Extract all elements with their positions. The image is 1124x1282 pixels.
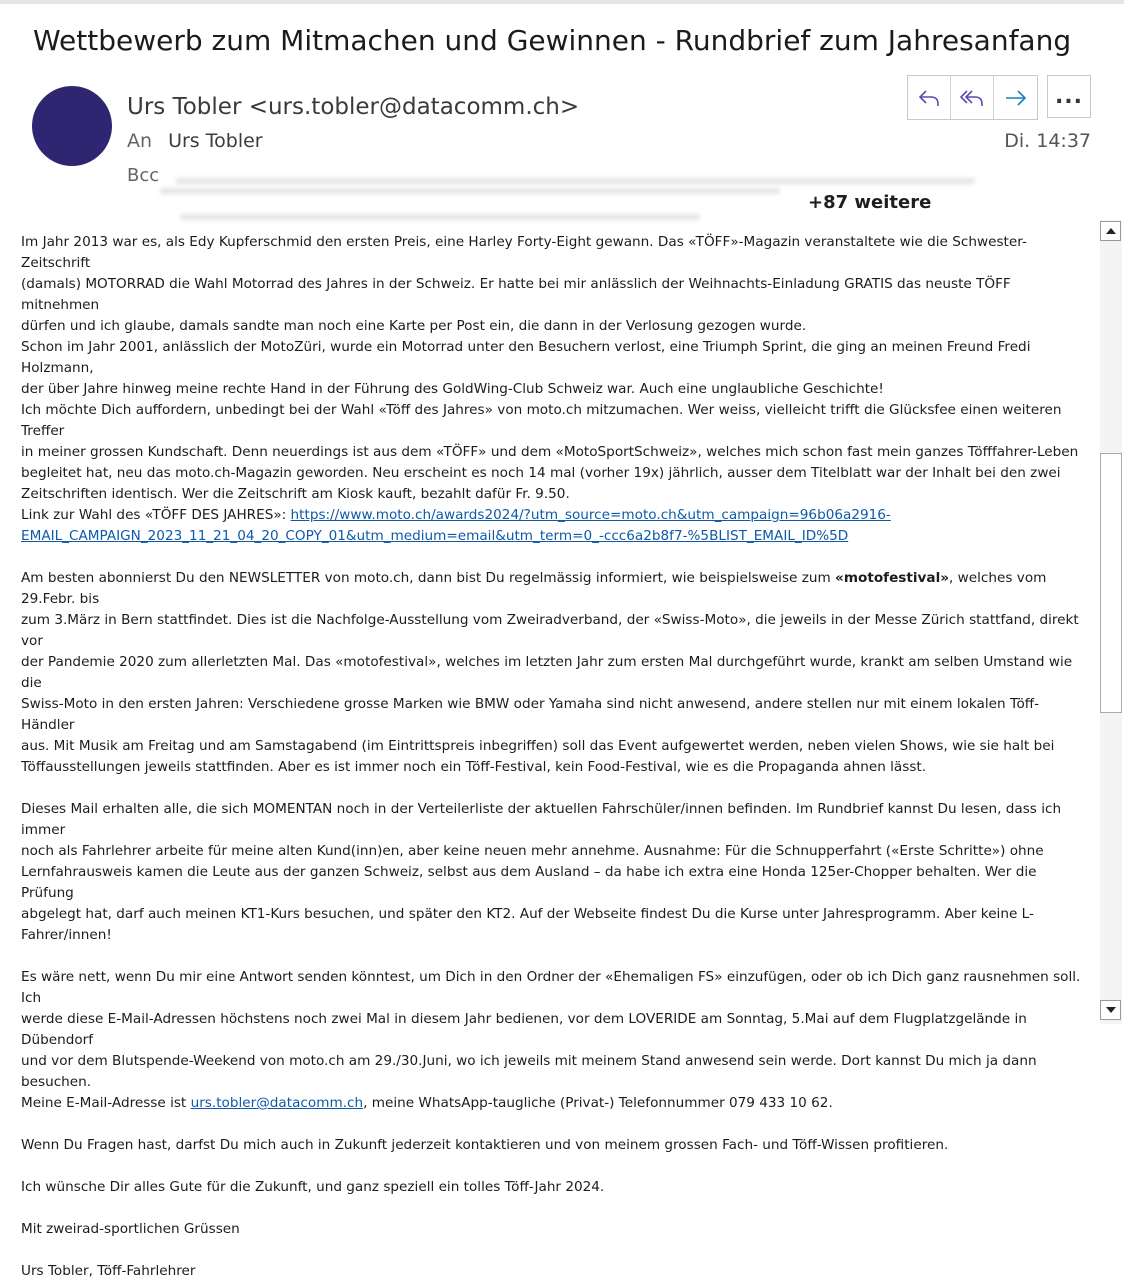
arrow-up-icon: [1106, 228, 1116, 234]
paragraph-4: [21, 967, 1085, 1114]
closing: Mit zweirad-sportlichen Grüssen: [21, 1221, 240, 1237]
body-line: werde diese E-Mail-Adressen höchstens noch zwei Mal in diesem Jahr bedienen, vor dem LOVERIDE am Sonntag, 5.Mai auf dem Flugplatzgelände in Dübendorf: [21, 1011, 1027, 1048]
paragraph-3: [21, 799, 1085, 946]
awards-link[interactable]: https://www.moto.ch/awards2024/?utm_source=moto.ch&utm_campaign=96b06a2916-: [290, 507, 891, 523]
body-line: in meiner grossen Kundschaft. Denn neuerdings ist aus dem «TÖFF» und dem «MotoSportSchweiz», welches mich schon fast mein ganzes Töfffahrer-Leben: [21, 444, 1079, 460]
more-recipients-link[interactable]: +87 weitere: [808, 192, 932, 213]
body-line: Schon im Jahr 2001, anlässlich der MotoZüri, wurde ein Motorrad unter den Besuchern verlost, eine Triumph Sprint, die ging an meinen Freund Fredi Holzmann,: [21, 339, 1031, 376]
paragraph-gap: [21, 547, 1085, 568]
signature: Urs Tobler, Töff-Fahrlehrer: [21, 1263, 196, 1279]
forward-button[interactable]: [994, 76, 1037, 119]
forward-icon: [1003, 87, 1029, 109]
redacted-recipients: [160, 188, 780, 194]
scroll-up-button[interactable]: [1100, 221, 1121, 241]
body-line: [21, 568, 1085, 610]
reply-icon: [917, 87, 941, 109]
body-line: Töffausstellungen jeweils stattfinden. Aber es ist immer noch ein Töff-Festival, kein Food-Festival, wie es die Propaganda ahnen lässt.: [21, 759, 927, 775]
email-body: [21, 232, 1085, 1282]
redacted-recipients: [180, 214, 700, 220]
body-line: Dieses Mail erhalten alle, die sich MOMENTAN noch in der Verteilerliste der aktuellen Fahrschüler/innen befinden. Im Rundbrief kannst Du lesen, dass ich immer: [21, 801, 1062, 838]
p2-start: Am besten abonnierst Du den NEWSLETTER von moto.ch, dann bist Du regelmässig informiert, wie beispielsweise zum: [21, 570, 836, 586]
paragraph-5: Wenn Du Fragen hast, darfst Du mich auch in Zukunft jederzeit kontaktieren und von meinem grossen Fach- und Töff-Wissen profitieren.: [21, 1137, 949, 1153]
body-line: Lernfahrausweis kamen die Leute aus der ganzen Schweiz, selbst aus dem Ausland – da habe ich extra eine Honda 125er-Chopper behalten. Wer die Prüfung: [21, 864, 1037, 901]
to-recipient[interactable]: Urs Tobler: [168, 130, 263, 152]
reply-all-button[interactable]: [951, 76, 994, 119]
link-line: [21, 505, 1085, 526]
paragraph-2: [21, 568, 1085, 778]
body-line: Ich möchte Dich auffordern, unbedingt bei der Wahl «Töff des Jahres» von moto.ch mitzumachen. Wer weiss, vielleicht trifft die Glücksfee einen weiteren Treffer: [21, 402, 1062, 439]
body-line: Zeitschriften identisch. Wer die Zeitschrift am Kiosk kauft, bezahlt dafür Fr. 9.50.: [21, 486, 570, 502]
body-line: abgelegt hat, darf auch meinen KT1-Kurs besuchen, und später den KT2. Auf der Webseite findest Du die Kurse unter Jahresprogramm. Aber keine L-: [21, 906, 1034, 922]
body-line: der Pandemie 2020 zum allerletzten Mal. Das «motofestival», welches im letzten Jahr zum ersten Mal durchgeführt wurde, krankt am selben Umstand wie die: [21, 654, 1073, 691]
more-actions-button[interactable]: [1047, 75, 1091, 118]
reply-button[interactable]: [908, 76, 951, 119]
sender-avatar[interactable]: [32, 86, 112, 166]
body-line: aus. Mit Musik am Freitag und am Samstagabend (im Eintrittspreis inbegriffen) soll das Event aufgewertet werden, neben vielen Shows, wie sie halt bei: [21, 738, 1055, 754]
email-subject: Wettbewerb zum Mitmachen und Gewinnen - Rundbrief zum Jahresanfang: [33, 24, 1072, 57]
to-row: [127, 130, 263, 152]
body-line: Fahrer/innen!: [21, 927, 112, 943]
scrollbar-thumb[interactable]: [1100, 453, 1122, 713]
sender-address[interactable]: Urs Tobler <urs.tobler@datacomm.ch>: [127, 94, 580, 120]
reply-all-icon: [959, 87, 985, 109]
paragraph-gap: [21, 1240, 1085, 1261]
bcc-label: Bcc: [127, 165, 160, 186]
redacted-recipients: [175, 178, 975, 184]
awards-link-continued[interactable]: EMAIL_CAMPAIGN_2023_11_21_04_20_COPY_01&utm_medium=email&utm_term=0_-ccc6a2b8f7-%5BLIST_EMAIL_ID%5D: [21, 528, 849, 544]
scroll-down-button[interactable]: [1100, 1000, 1121, 1020]
body-line: begleitet hat, neu das moto.ch-Magazin geworden. Neu erscheint es noch 14 mal (vorher 19x) jährlich, ausser dem Titelblatt war der Inhalt bei den zwei: [21, 465, 1061, 481]
paragraph-6: Ich wünsche Dir alles Gute für die Zukunft, und ganz speziell ein tolles Töff-Jahr 2024.: [21, 1179, 605, 1195]
to-label: An: [127, 130, 153, 152]
body-line: noch als Fahrlehrer arbeite für meine alten Kund(inn)en, aber keine neuen mehr annehme. Ausnahme: Für die Schnupperfahrt («Erste Schritte») ohne: [21, 843, 1044, 859]
link-line: [21, 526, 1085, 547]
body-line: zum 3.März in Bern stattfindet. Dies ist die Nachfolge-Ausstellung vom Zweiradverband, der «Swiss-Moto», die jeweils in der Messe Zürich stattfand, direkt vor: [21, 612, 1079, 649]
window-top-border: [0, 0, 1124, 4]
arrow-down-icon: [1106, 1007, 1116, 1013]
message-actions: [907, 75, 1038, 120]
p2-bold: «motofestival»: [835, 570, 950, 586]
paragraph-gap: [21, 1114, 1085, 1135]
paragraph-gap: [21, 1156, 1085, 1177]
email-link[interactable]: urs.tobler@datacomm.ch: [190, 1095, 364, 1111]
more-icon: ...: [1054, 84, 1084, 109]
body-line: und vor dem Blutspende-Weekend von moto.ch am 29./30.Juni, wo ich jeweils mit meinem Stand anwesend sein werde. Dort kannst Du mich ja dann besuchen.: [21, 1053, 1037, 1090]
paragraph-gap: [21, 1198, 1085, 1219]
paragraph-1: [21, 232, 1085, 547]
paragraph-gap: [21, 778, 1085, 799]
received-date: Di. 14:37: [1004, 130, 1091, 152]
email-prefix: Meine E-Mail-Adresse ist: [21, 1095, 191, 1111]
body-line: Es wäre nett, wenn Du mir eine Antwort senden könntest, um Dich in den Ordner der «Ehemaligen FS» einzufügen, oder ob ich Dich ganz rausnehmen soll. Ich: [21, 969, 1081, 1006]
paragraph-gap: [21, 946, 1085, 967]
body-line: Im Jahr 2013 war es, als Edy Kupferschmid den ersten Preis, eine Harley Forty-Eight gewann. Das «TÖFF»-Magazin veranstaltete wie die Schwester-Zeitschrift: [21, 234, 1027, 271]
email-suffix: , meine WhatsApp-taugliche (Privat-) Telefonnummer 079 433 10 62.: [363, 1095, 833, 1111]
p2-end: , welches vom 29.Febr. bis: [21, 570, 1047, 607]
body-line: [21, 1093, 1085, 1114]
body-line: dürfen und ich glaube, damals sandte man noch eine Karte per Post ein, die dann in der Verlosung gezogen wurde.: [21, 318, 807, 334]
body-line: (damals) MOTORRAD die Wahl Motorrad des Jahres in der Schweiz. Er hatte bei mir anlässlich der Weihnachts-Einladung GRATIS das neuste TÖFF mitnehmen: [21, 276, 1011, 313]
body-line: der über Jahre hinweg meine rechte Hand in der Führung des GoldWing-Club Schweiz war. Auch eine unglaubliche Geschichte!: [21, 381, 884, 397]
body-line: Swiss-Moto in den ersten Jahren: Verschiedene grosse Marken wie BMW oder Yamaha sind nicht anwesend, andere stellen nur mit einem lokalen Töff-Händler: [21, 696, 1040, 733]
link-prefix: Link zur Wahl des «TÖFF DES JAHRES»:: [21, 507, 291, 523]
